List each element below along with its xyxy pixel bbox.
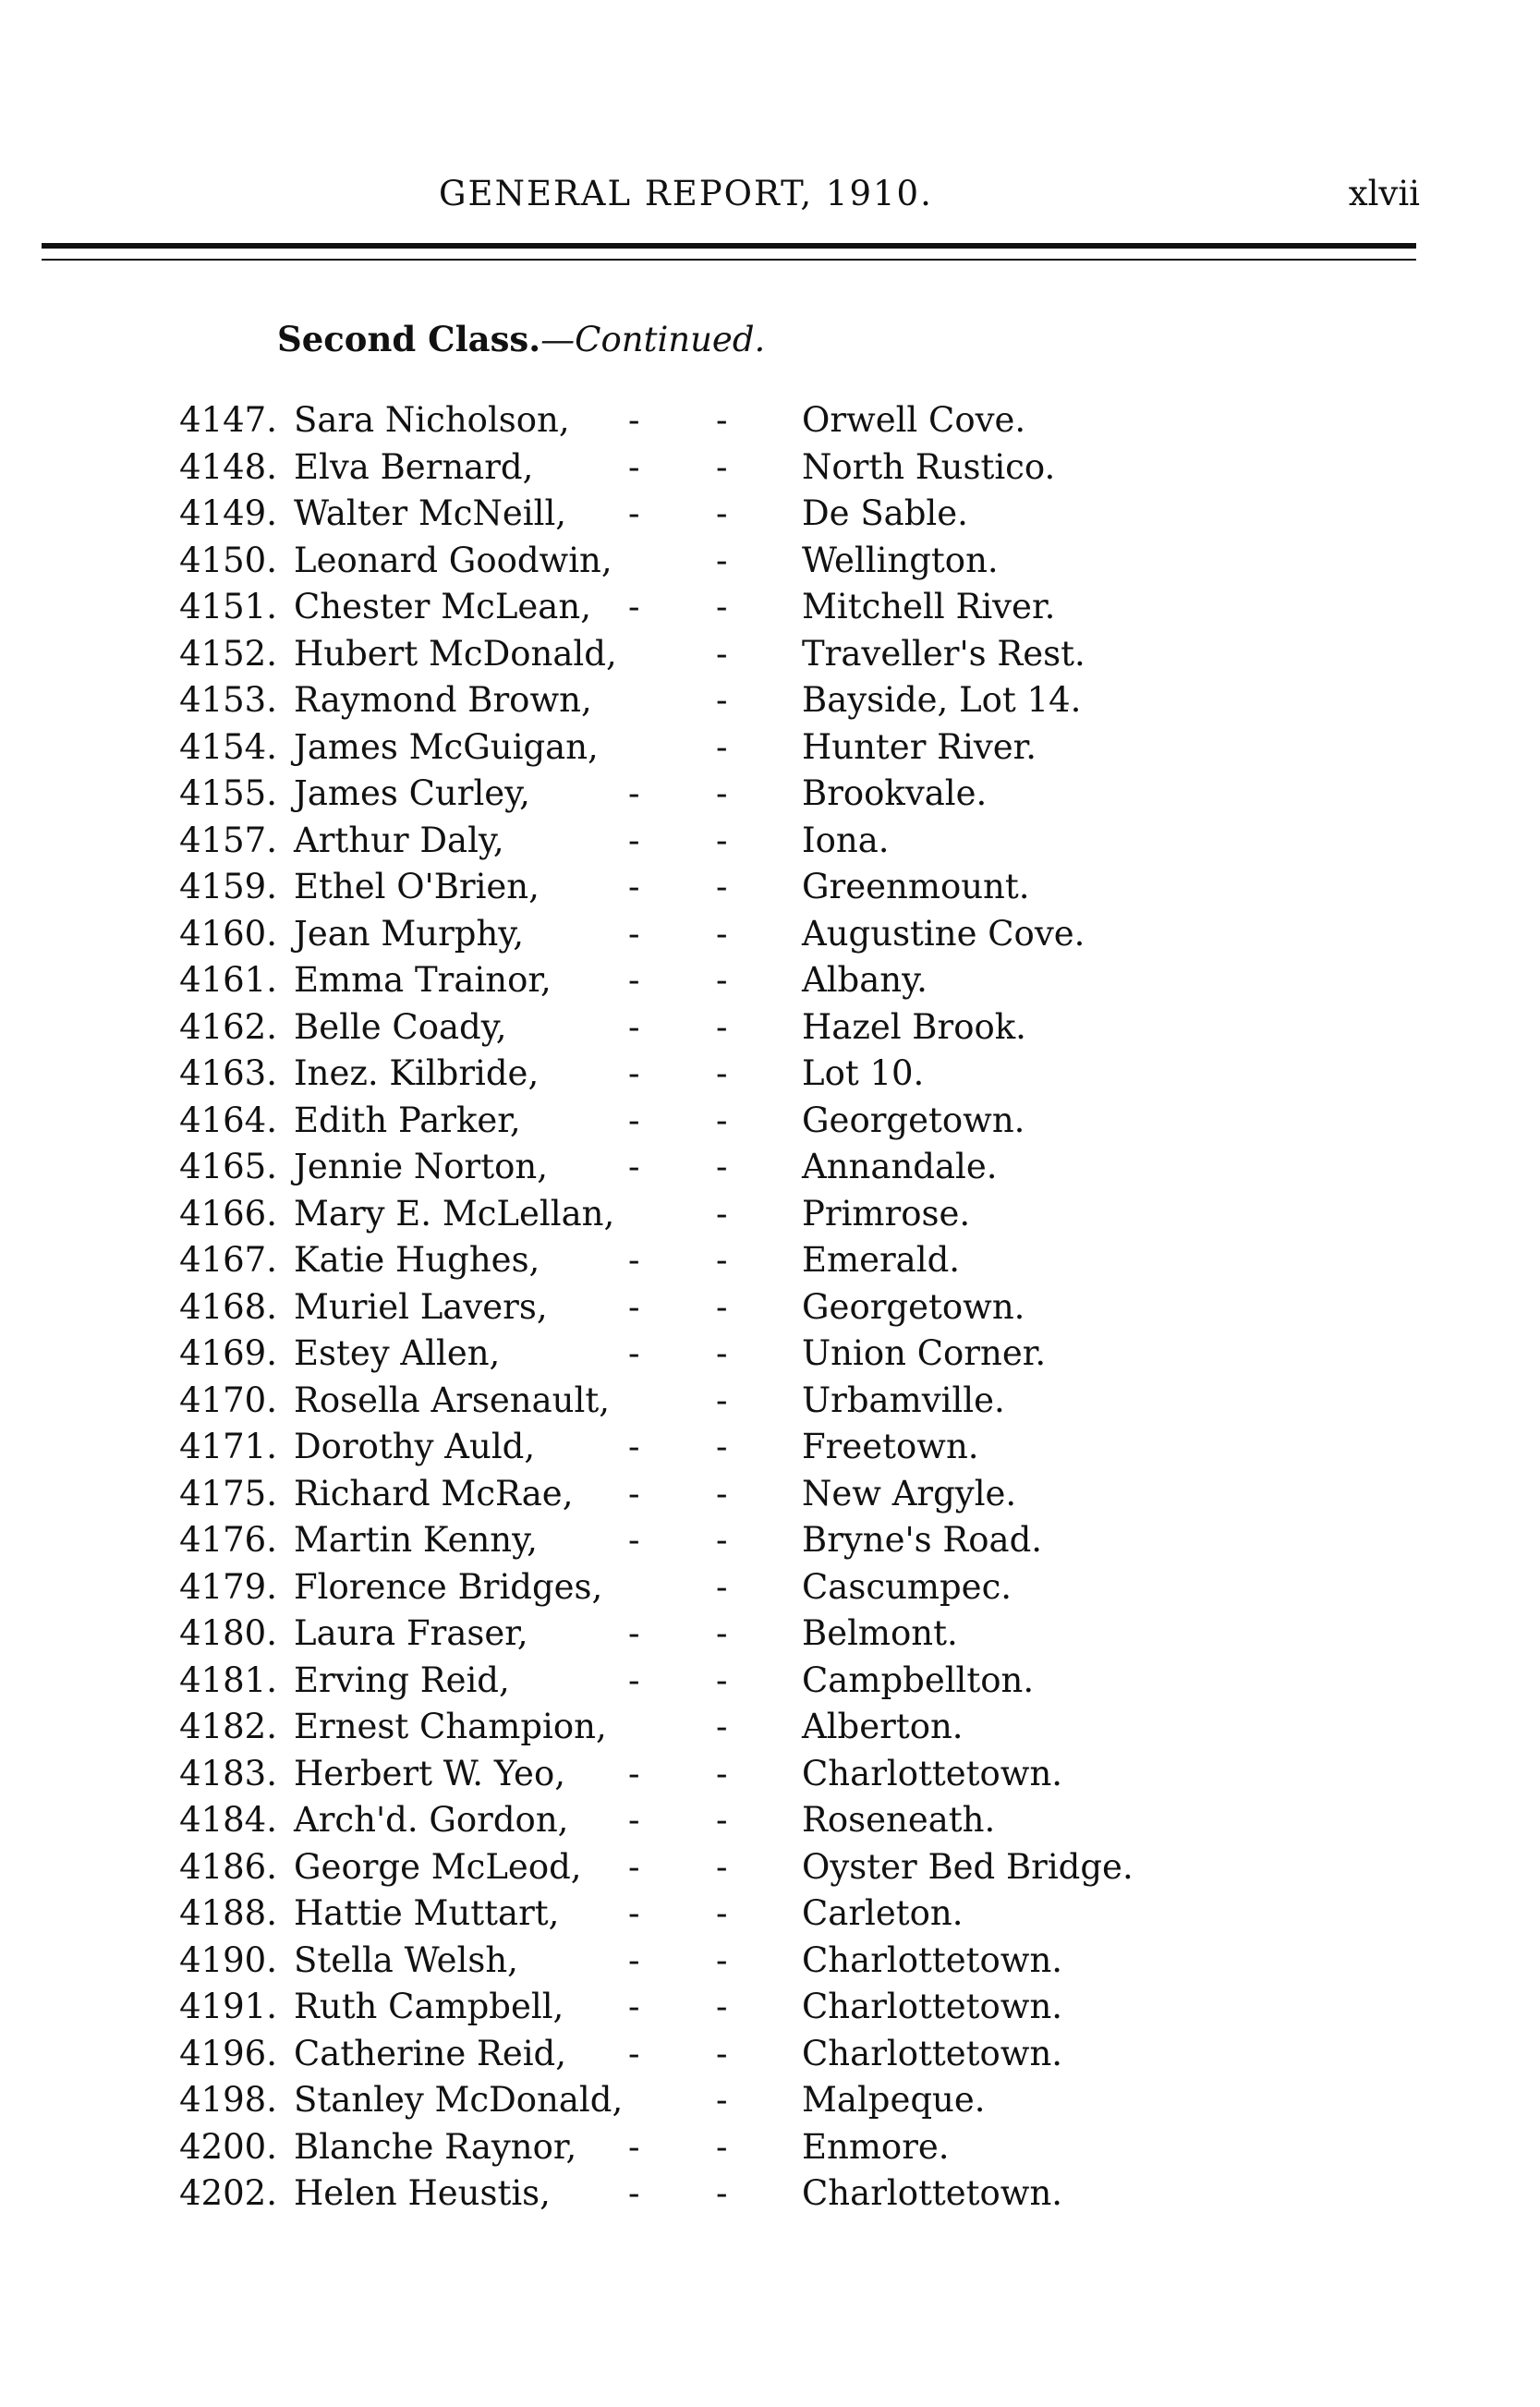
entry-dash-b: - xyxy=(716,1333,728,1373)
entry-place: Annandale. xyxy=(802,1147,998,1186)
entry-name: Jean Murphy, xyxy=(294,913,525,954)
entry-dash-b: - xyxy=(716,1939,728,1980)
entry-number: 4169. xyxy=(179,1333,277,1373)
list-item xyxy=(0,1378,1540,1425)
entry-number: 4159. xyxy=(179,867,277,906)
header-rule-thin xyxy=(42,259,1416,261)
entry-name: Ernest Champion, xyxy=(294,1707,607,1746)
entry-name: Stanley McDonald, xyxy=(294,2080,624,2120)
entry-place: Campbellton. xyxy=(802,1659,1035,1700)
entry-name: Richard McRae, xyxy=(294,1473,574,1513)
running-title: GENERAL REPORT, 1910. xyxy=(439,174,933,213)
list-item xyxy=(0,1471,1540,1518)
entry-dash-a: - xyxy=(628,1427,640,1466)
entry-place: Charlottetown. xyxy=(802,1753,1063,1793)
entry-number: 4154. xyxy=(179,726,277,767)
entry-number: 4179. xyxy=(179,1566,277,1607)
entry-dash-b: - xyxy=(716,400,728,440)
section-heading xyxy=(277,319,765,359)
entry-dash-a: - xyxy=(628,1286,640,1327)
entry-place: Bryne's Road. xyxy=(802,1520,1043,1560)
entry-place: Freetown. xyxy=(802,1427,979,1466)
entry-dash-a: - xyxy=(628,2173,640,2213)
entry-name: Ethel O'Brien, xyxy=(294,867,540,906)
entry-dash-b: - xyxy=(716,1800,728,1840)
list-item xyxy=(0,1844,1540,1891)
entry-dash-b: - xyxy=(716,633,728,674)
entry-place: Mitchell River. xyxy=(802,587,1056,626)
entry-place: Charlottetown. xyxy=(802,1939,1063,1980)
entry-dash-a: - xyxy=(628,820,640,860)
list-item xyxy=(0,1938,1540,1985)
entry-number: 4166. xyxy=(179,1193,277,1234)
entry-number: 4168. xyxy=(179,1286,277,1327)
entry-dash-a: - xyxy=(628,2033,640,2073)
entry-dash-a: - xyxy=(628,1333,640,1373)
entry-dash-a: - xyxy=(628,913,640,954)
entry-name: Edith Parker, xyxy=(294,1100,521,1140)
entry-dash-b: - xyxy=(716,1846,728,1887)
list-item xyxy=(0,818,1540,865)
entry-place: Alberton. xyxy=(802,1707,964,1746)
entry-number: 4196. xyxy=(179,2033,277,2073)
entry-number: 4160. xyxy=(179,913,277,954)
list-item xyxy=(0,957,1540,1004)
list-item xyxy=(0,491,1540,538)
list-item xyxy=(0,1611,1540,1658)
entry-dash-b: - xyxy=(716,773,728,813)
entry-number: 4171. xyxy=(179,1427,277,1466)
entry-number: 4186. xyxy=(179,1846,277,1887)
entry-name: Dorothy Auld, xyxy=(294,1427,536,1466)
list-item xyxy=(0,584,1540,631)
entry-dash-b: - xyxy=(716,960,728,1000)
entry-name: Herbert W. Yeo, xyxy=(294,1753,565,1793)
entry-number: 4164. xyxy=(179,1100,277,1140)
entry-place: Augustine Cove. xyxy=(802,913,1085,954)
entry-place: Oyster Bed Bridge. xyxy=(802,1846,1134,1887)
entry-number: 4155. xyxy=(179,773,277,813)
list-item xyxy=(0,1237,1540,1284)
entry-number: 4202. xyxy=(179,2173,277,2213)
list-item xyxy=(0,397,1540,444)
entry-dash-a: - xyxy=(628,1473,640,1513)
entry-dash-a: - xyxy=(628,773,640,813)
entry-number: 4182. xyxy=(179,1707,277,1746)
entry-name: Laura Fraser, xyxy=(294,1613,528,1653)
entry-dash-b: - xyxy=(716,913,728,954)
list-item xyxy=(0,1517,1540,1564)
entry-dash-a: - xyxy=(628,2126,640,2167)
entry-place: North Rustico. xyxy=(802,446,1056,487)
list-item xyxy=(0,1704,1540,1751)
entry-name: Stella Welsh, xyxy=(294,1939,518,1980)
list-item xyxy=(0,1984,1540,2031)
entry-dash-a: - xyxy=(628,1520,640,1560)
page-number: xlvii xyxy=(1348,174,1420,213)
entry-number: 4163. xyxy=(179,1053,277,1093)
section-title: Second Class. xyxy=(277,319,541,359)
entry-number: 4150. xyxy=(179,540,277,580)
entry-name: Estey Allen, xyxy=(294,1333,501,1373)
entry-place: Greenmount. xyxy=(802,867,1030,906)
entry-dash-a: - xyxy=(628,1053,640,1093)
entry-place: Belmont. xyxy=(802,1613,958,1653)
entry-dash-a: - xyxy=(628,1846,640,1887)
list-item xyxy=(0,1564,1540,1611)
entry-name: Emma Trainor, xyxy=(294,960,552,1000)
entry-number: 4152. xyxy=(179,633,277,674)
entry-number: 4170. xyxy=(179,1380,277,1420)
list-item xyxy=(0,1890,1540,1938)
entry-dash-b: - xyxy=(716,2033,728,2073)
entry-dash-b: - xyxy=(716,1987,728,2026)
entry-number: 4200. xyxy=(179,2126,277,2167)
entry-name: James Curley, xyxy=(294,773,530,813)
entry-dash-a: - xyxy=(628,1753,640,1793)
entry-dash-a: - xyxy=(628,1147,640,1186)
entry-number: 4148. xyxy=(179,446,277,487)
list-item xyxy=(0,2124,1540,2171)
entry-number: 4198. xyxy=(179,2080,277,2120)
list-item xyxy=(0,444,1540,492)
entry-name: Raymond Brown, xyxy=(294,680,592,720)
entry-name: Elva Bernard, xyxy=(294,446,534,487)
entry-number: 4190. xyxy=(179,1939,277,1980)
list-item xyxy=(0,1051,1540,1098)
entry-dash-b: - xyxy=(716,2173,728,2213)
entry-name: Inez. Kilbride, xyxy=(294,1053,540,1093)
list-item xyxy=(0,1424,1540,1471)
list-item xyxy=(0,677,1540,724)
entry-dash-b: - xyxy=(716,2126,728,2167)
list-item xyxy=(0,1797,1540,1844)
entry-dash-b: - xyxy=(716,726,728,767)
entry-dash-a: - xyxy=(628,1006,640,1047)
list-item xyxy=(0,1191,1540,1238)
entry-place: Enmore. xyxy=(802,2126,950,2167)
entry-name: James McGuigan, xyxy=(294,726,599,767)
section-subtitle: —Continued. xyxy=(540,320,766,359)
entry-dash-b: - xyxy=(716,1240,728,1280)
entry-number: 4149. xyxy=(179,493,277,533)
entry-number: 4167. xyxy=(179,1240,277,1280)
entry-dash-b: - xyxy=(716,1427,728,1466)
entry-name: Leonard Goodwin, xyxy=(294,540,612,580)
entry-number: 4180. xyxy=(179,1613,277,1653)
entry-name: Sara Nicholson, xyxy=(294,400,570,440)
entry-dash-b: - xyxy=(716,820,728,860)
entry-dash-b: - xyxy=(716,1147,728,1186)
entry-name: Hubert McDonald, xyxy=(294,633,617,674)
entry-dash-b: - xyxy=(716,1659,728,1700)
entry-dash-b: - xyxy=(716,1100,728,1140)
entry-place: Emerald. xyxy=(802,1240,961,1280)
list-item xyxy=(0,911,1540,958)
entry-dash-b: - xyxy=(716,1053,728,1093)
list-item xyxy=(0,1751,1540,1798)
entry-number: 4183. xyxy=(179,1753,277,1793)
entry-place: Roseneath. xyxy=(802,1800,996,1840)
entry-place: Traveller's Rest. xyxy=(802,633,1085,674)
entry-dash-b: - xyxy=(716,1520,728,1560)
list-item xyxy=(0,1144,1540,1191)
list-item xyxy=(0,1284,1540,1331)
entry-dash-a: - xyxy=(628,1800,640,1840)
entry-name: Martin Kenny, xyxy=(294,1520,538,1560)
list-item xyxy=(0,631,1540,678)
entry-place: Wellington. xyxy=(802,540,999,580)
entry-dash-b: - xyxy=(716,493,728,533)
entry-number: 4161. xyxy=(179,960,277,1000)
entry-number: 4191. xyxy=(179,1987,277,2026)
list-item xyxy=(0,1658,1540,1705)
entry-dash-a: - xyxy=(628,446,640,487)
entry-dash-a: - xyxy=(628,1100,640,1140)
entry-name: Erving Reid, xyxy=(294,1659,510,1700)
entry-name: George McLeod, xyxy=(294,1846,582,1887)
entry-name: Florence Bridges, xyxy=(294,1566,603,1607)
entry-number: 4188. xyxy=(179,1893,277,1933)
entry-dash-a: - xyxy=(628,1659,640,1700)
entry-list xyxy=(0,397,1540,2218)
list-item xyxy=(0,864,1540,911)
list-item xyxy=(0,2077,1540,2124)
entry-dash-b: - xyxy=(716,1566,728,1607)
entry-name: Chester McLean, xyxy=(294,587,591,626)
entry-name: Blanche Raynor, xyxy=(294,2126,577,2167)
list-item xyxy=(0,724,1540,772)
entry-dash-a: - xyxy=(628,1939,640,1980)
entry-dash-b: - xyxy=(716,1707,728,1746)
entry-place: Brookvale. xyxy=(802,773,988,813)
entry-number: 4165. xyxy=(179,1147,277,1186)
entry-dash-a: - xyxy=(628,1893,640,1933)
entry-dash-b: - xyxy=(716,1286,728,1327)
entry-dash-b: - xyxy=(716,1006,728,1047)
entry-place: Urbamville. xyxy=(802,1380,1005,1420)
entry-name: Muriel Lavers, xyxy=(294,1286,548,1327)
entry-name: Arch'd. Gordon, xyxy=(294,1800,569,1840)
entry-place: Bayside, Lot 14. xyxy=(802,680,1082,720)
entry-dash-a: - xyxy=(628,587,640,626)
entry-dash-a: - xyxy=(628,1613,640,1653)
entry-dash-b: - xyxy=(716,867,728,906)
entry-number: 4157. xyxy=(179,820,277,860)
entry-number: 4151. xyxy=(179,587,277,626)
entry-place: Iona. xyxy=(802,820,890,860)
entry-number: 4162. xyxy=(179,1006,277,1047)
entry-place: Cascumpec. xyxy=(802,1566,1013,1607)
entry-name: Hattie Muttart, xyxy=(294,1893,560,1933)
entry-name: Walter McNeill, xyxy=(294,493,567,533)
entry-dash-a: - xyxy=(628,400,640,440)
entry-dash-a: - xyxy=(628,493,640,533)
entry-dash-b: - xyxy=(716,1473,728,1513)
list-item xyxy=(0,1004,1540,1052)
entry-place: Malpeque. xyxy=(802,2080,986,2120)
entry-place: Charlottetown. xyxy=(802,2173,1063,2213)
entry-dash-a: - xyxy=(628,867,640,906)
entry-place: Georgetown. xyxy=(802,1286,1025,1327)
entry-place: Georgetown. xyxy=(802,1100,1025,1140)
entry-name: Jennie Norton, xyxy=(294,1147,548,1186)
entry-place: Charlottetown. xyxy=(802,1987,1063,2026)
list-item xyxy=(0,2031,1540,2078)
entry-dash-b: - xyxy=(716,680,728,720)
entry-number: 4176. xyxy=(179,1520,277,1560)
entry-dash-b: - xyxy=(716,1380,728,1420)
entry-name: Katie Hughes, xyxy=(294,1240,540,1280)
entry-dash-b: - xyxy=(716,540,728,580)
entry-dash-b: - xyxy=(716,1613,728,1653)
list-item xyxy=(0,1098,1540,1145)
entry-place: Orwell Cove. xyxy=(802,400,1026,440)
entry-name: Ruth Campbell, xyxy=(294,1987,564,2026)
entry-dash-a: - xyxy=(628,960,640,1000)
entry-name: Belle Coady, xyxy=(294,1006,507,1047)
entry-dash-b: - xyxy=(716,587,728,626)
entry-place: Lot 10. xyxy=(802,1053,925,1093)
entry-name: Helen Heustis, xyxy=(294,2173,551,2213)
entry-number: 4147. xyxy=(179,400,277,440)
entry-place: Charlottetown. xyxy=(802,2033,1063,2073)
entry-dash-b: - xyxy=(716,446,728,487)
entry-place: Carleton. xyxy=(802,1893,964,1933)
entry-number: 4181. xyxy=(179,1659,277,1700)
list-item xyxy=(0,771,1540,818)
list-item xyxy=(0,2170,1540,2218)
entry-dash-b: - xyxy=(716,2080,728,2120)
entry-place: New Argyle. xyxy=(802,1473,1017,1513)
list-item xyxy=(0,1331,1540,1378)
header-rule-thick xyxy=(42,243,1416,249)
entry-name: Catherine Reid, xyxy=(294,2033,567,2073)
list-item xyxy=(0,538,1540,585)
entry-place: Hazel Brook. xyxy=(802,1006,1026,1047)
entry-dash-a: - xyxy=(628,1987,640,2026)
entry-name: Mary E. McLellan, xyxy=(294,1193,615,1234)
entry-dash-b: - xyxy=(716,1753,728,1793)
entry-number: 4153. xyxy=(179,680,277,720)
entry-name: Rosella Arsenault, xyxy=(294,1380,610,1420)
entry-number: 4175. xyxy=(179,1473,277,1513)
entry-name: Arthur Daly, xyxy=(294,820,504,860)
entry-place: Hunter River. xyxy=(802,726,1037,767)
entry-dash-a: - xyxy=(628,1240,640,1280)
entry-dash-b: - xyxy=(716,1193,728,1234)
entry-place: Primrose. xyxy=(802,1193,971,1234)
entry-place: Union Corner. xyxy=(802,1333,1047,1373)
entry-place: De Sable. xyxy=(802,493,968,533)
page-header xyxy=(0,174,1540,229)
entry-place: Albany. xyxy=(802,960,928,1000)
entry-number: 4184. xyxy=(179,1800,277,1840)
entry-dash-b: - xyxy=(716,1893,728,1933)
